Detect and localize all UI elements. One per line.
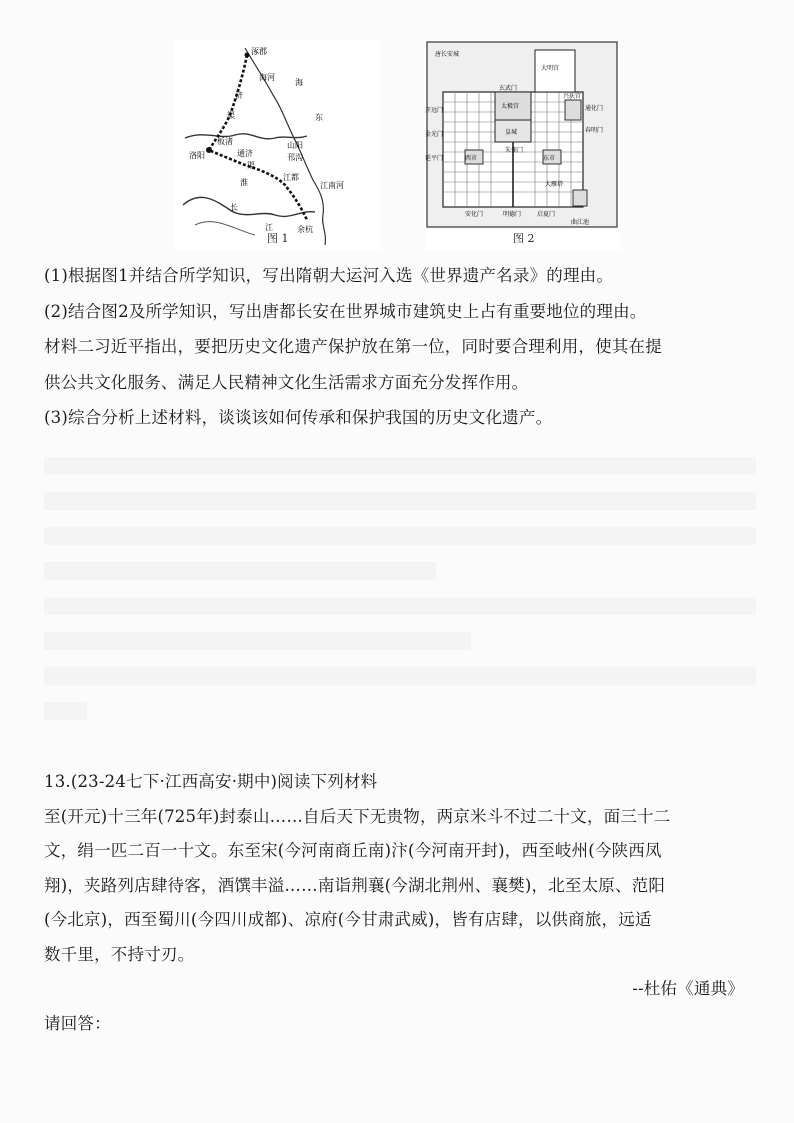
material-2-line-1: 材料二习近平指出，要把历史文化遗产保护放在第一位，同时要合理利用，使其在提 [44, 337, 662, 356]
plan-label: 金光门 [425, 131, 444, 138]
plan-label: 安化门 [465, 211, 484, 218]
question-13 [44, 765, 756, 1041]
plan-label: 兴庆宫 [563, 93, 582, 100]
faded-line [44, 702, 87, 720]
qujiang-pool [573, 190, 587, 206]
map-label: 渠 [227, 111, 235, 120]
changan-plan-svg [425, 40, 620, 250]
map-label: 海河 [259, 73, 275, 82]
zhuojun-dot [245, 53, 250, 58]
plan-label: 东市 [543, 155, 556, 162]
map-label: 长 [230, 203, 238, 212]
question-2: (2)结合图2及所学知识，写出唐都长安在世界城市建筑史上占有重要地位的理由。 [44, 301, 647, 321]
map-label: 渠 [247, 161, 255, 170]
figure-1-caption: 图 1 [267, 232, 289, 245]
material-line: 文，绢一匹二百一十文。东至宋(今河南商丘南)汴(今河南开封)，西至岐州(今陕西凤 [44, 841, 662, 860]
yellow-river [185, 134, 307, 139]
map-label: 江南河 [320, 181, 344, 190]
material-line: 至(开元)十三年(725年)封泰山……自后天下无贵物，两京米斗不过二十文，面三十二 [44, 806, 671, 826]
faded-line [44, 597, 756, 615]
map-label: 山阳 [287, 141, 303, 150]
map-label: 江 [265, 223, 273, 232]
faded-line [44, 457, 756, 475]
plan-label: 启夏门 [537, 211, 556, 218]
plan-label: 皇城 [505, 129, 518, 136]
faded-line [44, 562, 436, 580]
material-line: (今北京)，西至蜀川(今四川成都)、凉府(今甘肃武威)，皆有店肆，以供商旅，远适 [44, 910, 652, 929]
map-label: 板渚 [217, 137, 233, 146]
map-label: 东 [315, 113, 323, 122]
material-line: 翔)，夹路列店肆待客，酒馔丰溢……南诣荆襄(今湖北荆州、襄樊)，北至太原、范阳 [44, 875, 666, 895]
map-label: 江都 [283, 173, 299, 182]
plan-label: 明德门 [503, 211, 522, 218]
plan-label: 延平门 [425, 155, 444, 162]
material-2-line-2: 供公共文化服务、满足人民精神文化生活需求方面充分发挥作用。 [44, 372, 529, 392]
plan-label: 春明门 [585, 127, 604, 134]
map-label: 涿郡 [251, 47, 267, 56]
question-block-12 [44, 258, 756, 436]
canal-map-svg [175, 40, 380, 250]
material-line: 数千里，不持寸刃。 [44, 944, 195, 964]
figure-2-caption: 图 2 [513, 232, 535, 245]
plan-label: 朱雀门 [505, 147, 524, 154]
plan-label: 通化门 [585, 105, 604, 112]
plan-label: 玄武门 [499, 85, 518, 92]
figure-1-canal-map [175, 40, 380, 250]
faded-line [44, 667, 756, 685]
luoyang-dot [206, 147, 212, 153]
figures-area [175, 40, 620, 250]
faded-line [44, 632, 471, 650]
plan-label: 西市 [465, 155, 478, 162]
question-13-header: 13.(23-24七下·江西高安·期中)阅读下列材料 [44, 772, 378, 791]
faded-line [44, 527, 756, 545]
plan-label: 大雁塔 [545, 181, 564, 188]
map-label: 淮 [240, 178, 248, 187]
map-label: 通济 [237, 149, 253, 158]
map-label: 邗沟 [287, 153, 303, 162]
map-label: 洛阳 [189, 151, 205, 160]
figure-2-changan-plan [425, 40, 620, 250]
map-label: 余杭 [297, 225, 313, 234]
plan-label: 曲江池 [571, 219, 590, 226]
source-citation: --杜佑《通典》 [632, 979, 744, 998]
xingqing-palace [565, 100, 581, 120]
faded-line [44, 492, 756, 510]
question-3: (3)综合分析上述材料，谈谈该如何传承和保护我国的历史文化遗产。 [44, 408, 553, 427]
answer-prompt: 请回答： [44, 1013, 111, 1033]
plan-label: 开远门 [425, 107, 444, 114]
plan-label: 太极宫 [501, 103, 520, 110]
river-branch [195, 222, 255, 235]
coastline [245, 48, 325, 245]
map-label: 海 [295, 78, 303, 87]
faded-answer-area [44, 440, 756, 760]
map-label: 济 [235, 91, 243, 100]
plan-label: 唐长安城 [435, 51, 460, 58]
question-1: (1)根据图1并结合所学知识，写出隋朝大运河入选《世界遗产名录》的理由。 [44, 266, 614, 285]
plan-label: 大明宫 [541, 65, 560, 72]
